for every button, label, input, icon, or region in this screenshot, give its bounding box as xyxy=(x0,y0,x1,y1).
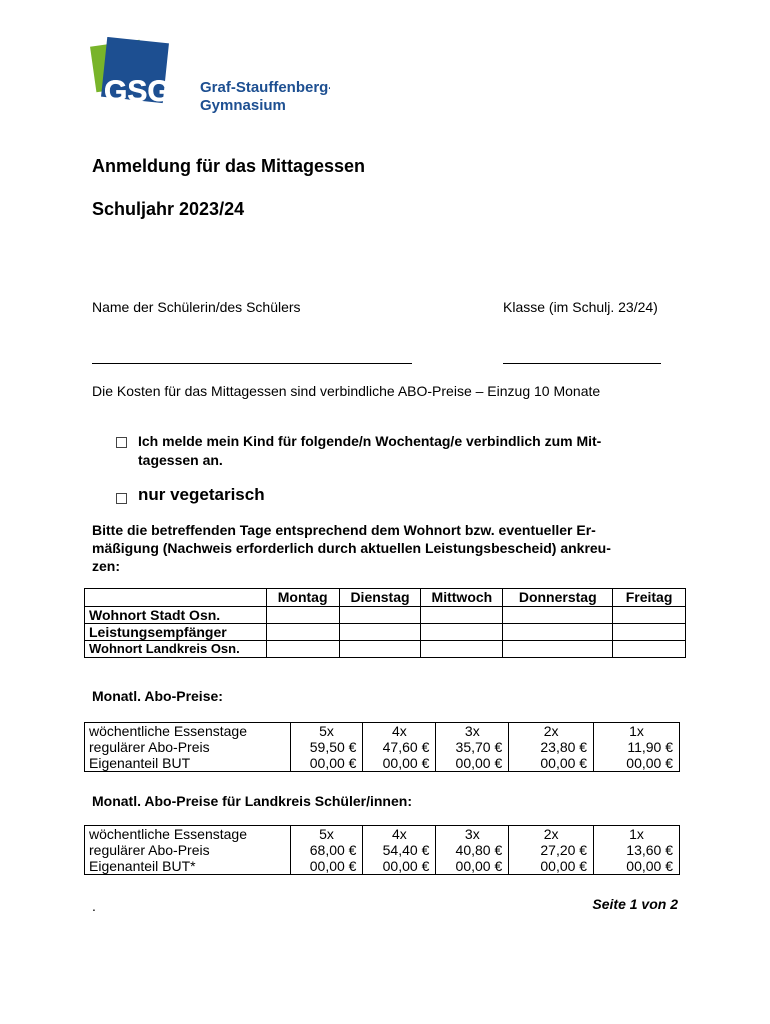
price-cell: 2x xyxy=(509,723,594,740)
price-cell: 00,00 € xyxy=(594,755,680,772)
days-option-text xyxy=(138,432,601,470)
day-cell[interactable] xyxy=(503,624,613,641)
price-cell: 3x xyxy=(436,723,509,740)
table-row xyxy=(85,607,686,624)
logo-name-line2: Gymnasium xyxy=(200,97,286,114)
table-row xyxy=(85,755,680,772)
price-cell: 00,00 € xyxy=(363,755,436,772)
day-cell[interactable] xyxy=(421,607,503,624)
row-label: wöchentliche Essenstage xyxy=(85,826,291,843)
day-cell[interactable] xyxy=(339,641,421,658)
instruction-line1: Bitte die betreffenden Tage entsprechend dem Wohnort bzw. eventueller Er- xyxy=(92,522,596,538)
price-heading-2: Monatl. Abo-Preise für Landkreis Schüler/innen: xyxy=(92,793,412,809)
header-donnerstag: Donnerstag xyxy=(503,589,613,607)
table-row xyxy=(85,826,680,843)
days-checkbox[interactable] xyxy=(116,434,127,452)
table-row xyxy=(85,842,680,858)
row-label: regulärer Abo-Preis xyxy=(85,739,291,755)
price-cell: 13,60 € xyxy=(594,842,680,858)
logo-name-line1: Graf-Stauffenberg- xyxy=(200,79,330,96)
price-cell: 5x xyxy=(290,723,363,740)
footer-dot: . xyxy=(92,898,96,914)
price-cell: 3x xyxy=(436,826,509,843)
table-row xyxy=(85,739,680,755)
price-cell: 00,00 € xyxy=(290,858,363,875)
day-cell[interactable] xyxy=(421,641,503,658)
price-cell: 27,20 € xyxy=(509,842,594,858)
page-number: Seite 1 von 2 xyxy=(592,896,678,912)
day-cell[interactable] xyxy=(339,624,421,641)
price-cell: 2x xyxy=(509,826,594,843)
day-cell[interactable] xyxy=(339,607,421,624)
price-cell: 00,00 € xyxy=(363,858,436,875)
class-label: Klasse (im Schulj. 23/24) xyxy=(503,299,658,315)
table-row xyxy=(85,624,686,641)
day-cell[interactable] xyxy=(503,641,613,658)
price-cell: 00,00 € xyxy=(436,755,509,772)
price-cell: 00,00 € xyxy=(509,858,594,875)
days-option-line1: Ich melde mein Kind für folgende/n Wochentag/e verbindlich zum Mit- xyxy=(138,433,602,449)
costs-notice: Die Kosten für das Mittagessen sind verbindliche ABO-Preise – Einzug 10 Monate xyxy=(92,383,601,399)
instruction-line2: mäßigung (Nachweis erforderlich durch aktuellen Leistungsbescheid) ankreu- xyxy=(92,540,611,556)
table-row xyxy=(85,641,686,658)
price-cell: 35,70 € xyxy=(436,739,509,755)
day-cell[interactable] xyxy=(613,624,686,641)
row-label: regulärer Abo-Preis xyxy=(85,842,291,858)
header-mittwoch: Mittwoch xyxy=(421,589,503,607)
days-option-line2: tagessen an. xyxy=(138,452,223,468)
day-cell[interactable] xyxy=(266,624,339,641)
header-montag: Montag xyxy=(266,589,339,607)
price-cell: 47,60 € xyxy=(363,739,436,755)
price-cell: 59,50 € xyxy=(290,739,363,755)
student-name-field[interactable] xyxy=(92,363,412,364)
header-dienstag: Dienstag xyxy=(339,589,421,607)
price-cell: 5x xyxy=(290,826,363,843)
price-cell: 00,00 € xyxy=(509,755,594,772)
header-freitag: Freitag xyxy=(613,589,686,607)
price-cell: 40,80 € xyxy=(436,842,509,858)
price-cell: 23,80 € xyxy=(509,739,594,755)
table-row xyxy=(85,858,680,875)
logo-initials: GSG xyxy=(104,75,171,108)
row-label: Eigenanteil BUT* xyxy=(85,858,291,875)
instruction-line3: zen: xyxy=(92,558,120,574)
vegetarian-label: nur vegetarisch xyxy=(138,485,265,504)
vegetarian-checkbox[interactable] xyxy=(116,490,127,508)
row-label: Wohnort Stadt Osn. xyxy=(85,607,267,624)
days-table xyxy=(84,588,686,658)
days-header-empty xyxy=(85,589,267,607)
price-table-2 xyxy=(84,825,680,875)
price-cell: 00,00 € xyxy=(290,755,363,772)
page-title: Anmeldung für das Mittagessen xyxy=(92,156,366,176)
day-cell[interactable] xyxy=(421,624,503,641)
price-table-1 xyxy=(84,722,680,772)
price-cell: 1x xyxy=(594,826,680,843)
row-label: wöchentliche Essenstage xyxy=(85,723,291,740)
row-label: Wohnort Landkreis Osn. xyxy=(85,641,267,658)
price-cell: 00,00 € xyxy=(594,858,680,875)
day-cell[interactable] xyxy=(266,607,339,624)
price-cell: 11,90 € xyxy=(594,739,680,755)
price-cell: 4x xyxy=(363,826,436,843)
logo-graphic xyxy=(90,37,330,117)
price-cell: 68,00 € xyxy=(290,842,363,858)
price-cell: 4x xyxy=(363,723,436,740)
school-logo xyxy=(90,37,330,117)
row-label: Leistungsempfänger xyxy=(85,624,267,641)
day-cell[interactable] xyxy=(503,607,613,624)
day-cell[interactable] xyxy=(613,607,686,624)
price-cell: 54,40 € xyxy=(363,842,436,858)
class-field[interactable] xyxy=(503,363,661,364)
student-name-label: Name der Schülerin/des Schülers xyxy=(92,299,301,315)
table-row xyxy=(85,723,680,740)
instruction-text xyxy=(92,521,692,575)
price-heading-1: Monatl. Abo-Preise: xyxy=(92,688,223,704)
school-year-title: Schuljahr 2023/24 xyxy=(92,199,245,219)
day-cell[interactable] xyxy=(613,641,686,658)
price-cell: 00,00 € xyxy=(436,858,509,875)
day-cell[interactable] xyxy=(266,641,339,658)
price-cell: 1x xyxy=(594,723,680,740)
days-header-row xyxy=(85,589,686,607)
row-label: Eigenanteil BUT xyxy=(85,755,291,772)
